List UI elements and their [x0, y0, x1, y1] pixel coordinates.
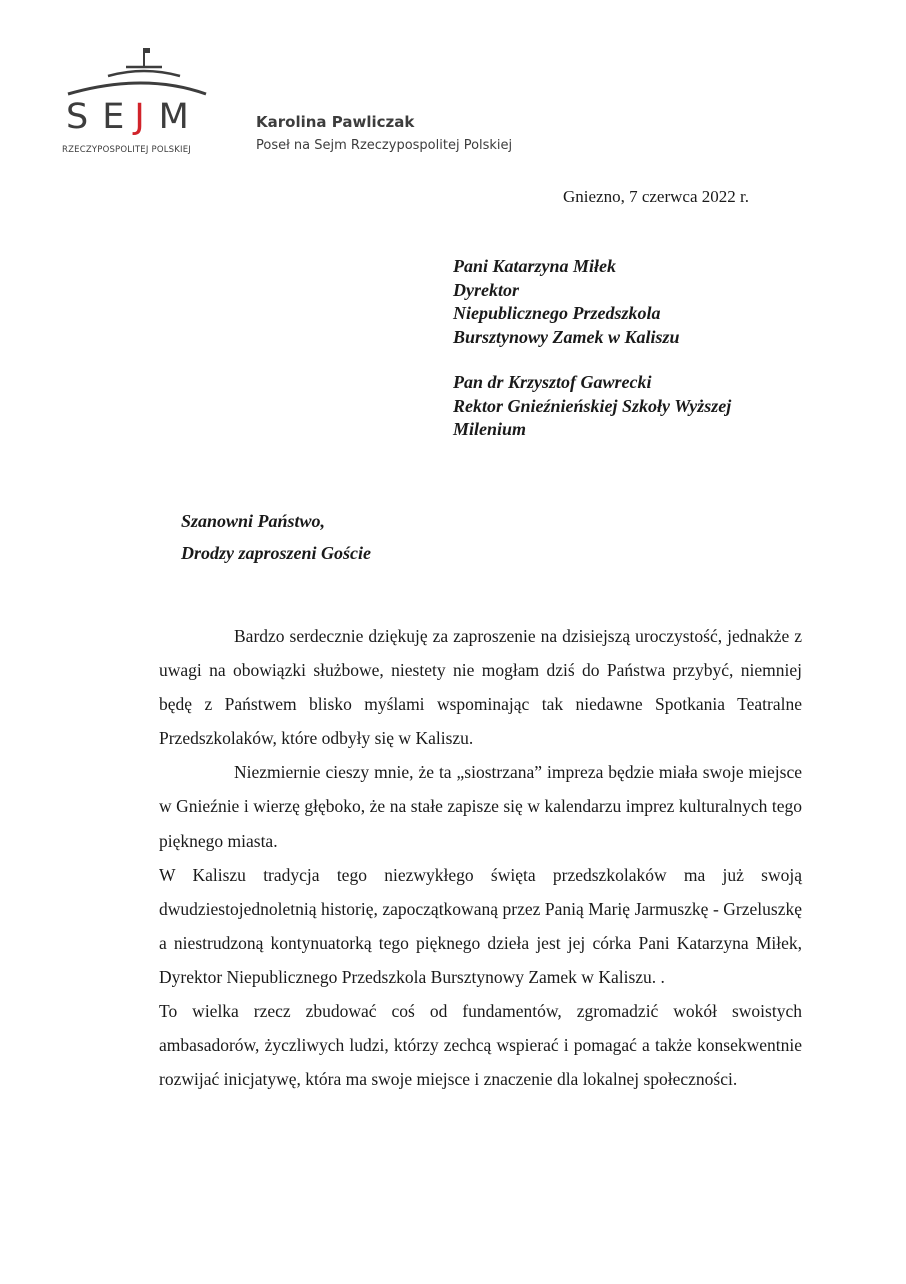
letter-date: Gniezno, 7 czerwca 2022 r.: [563, 187, 749, 206]
mp-name: Karolina Pawliczak: [256, 113, 415, 131]
salutation-line: Szanowni Państwo,: [181, 511, 326, 531]
salutation-line: Drodzy zaproszeni Goście: [181, 543, 372, 563]
logo-letter-m: M: [158, 97, 189, 137]
logo-letter-s: S: [66, 97, 89, 137]
recipient-line: Rektor Gnieźnieńskiej Szkoły Wyższej: [453, 395, 732, 416]
salutation: [181, 505, 371, 569]
sejm-logo: [58, 44, 208, 162]
sejm-dome-flag-icon: [58, 44, 208, 102]
letter-body: [159, 619, 802, 1096]
body-paragraph: Niezmiernie cieszy mnie, że ta „siostrzana” impreza będzie miała swoje miejsce w Gnieźnie i wierzę głęboko, że na stałe zapisze się w kalendarzu imprez kulturalnych tego pięknego miasta.: [159, 762, 802, 851]
body-paragraph: Bardzo serdecznie dziękuję za zaproszenie na dzisiejszą uroczystość, jednakże z uwagi na obowiązki służbowe, niestety nie mogłam dziś do Państwa przybyć, niemniej będę z Państwem blisko myślami wspominając tak niedawne Spotkania Teatralne Przedszkolaków, które odbyły się w Kaliszu.: [159, 626, 802, 749]
recipient-line: Dyrektor: [453, 279, 519, 300]
recipient-line: Pani Katarzyna Miłek: [453, 256, 617, 276]
logo-subtitle: RZECZYPOSPOLITEJ POLSKIEJ: [62, 145, 191, 155]
recipients: [453, 255, 731, 464]
logo-letter-j: J: [134, 97, 145, 137]
body-paragraph: To wielka rzecz zbudować coś od fundamentów, zgromadzić wokół swoistych ambasadorów, życzliwych ludzi, którzy zechcą wspierać i pomagać a także konsekwentnie rozwijać inicjatywę, która ma swoje miejsce i znaczenie dla lokalnej społeczności.: [159, 1001, 802, 1090]
recipient-line: Milenium: [453, 419, 527, 439]
body-paragraph: W Kaliszu tradycja tego niezwykłego święta przedszkolaków ma już swoją dwudziestojednoletnią historię, zapoczątkowaną przez Panią Marię Jarmuszkę - Grzeluszkę a niestrudzoną kontynuatorką tego pięknego dzieła jest jej córka Pani Katarzyna Miłek, Dyrektor Niepublicznego Przedszkola Bursztynowy Zamek w Kaliszu. .: [159, 864, 802, 987]
logo-letter-e: E: [102, 97, 125, 137]
recipient-line: Niepublicznego Przedszkola: [453, 303, 661, 323]
recipient-line: Pan dr Krzysztof Gawrecki: [453, 372, 652, 392]
logo-word: [60, 97, 210, 137]
recipient-block: [453, 255, 731, 349]
mp-title: Poseł na Sejm Rzeczypospolitej Polskiej: [256, 138, 513, 153]
recipient-line: Bursztynowy Zamek w Kaliszu: [453, 326, 680, 347]
recipient-block: [453, 371, 731, 442]
